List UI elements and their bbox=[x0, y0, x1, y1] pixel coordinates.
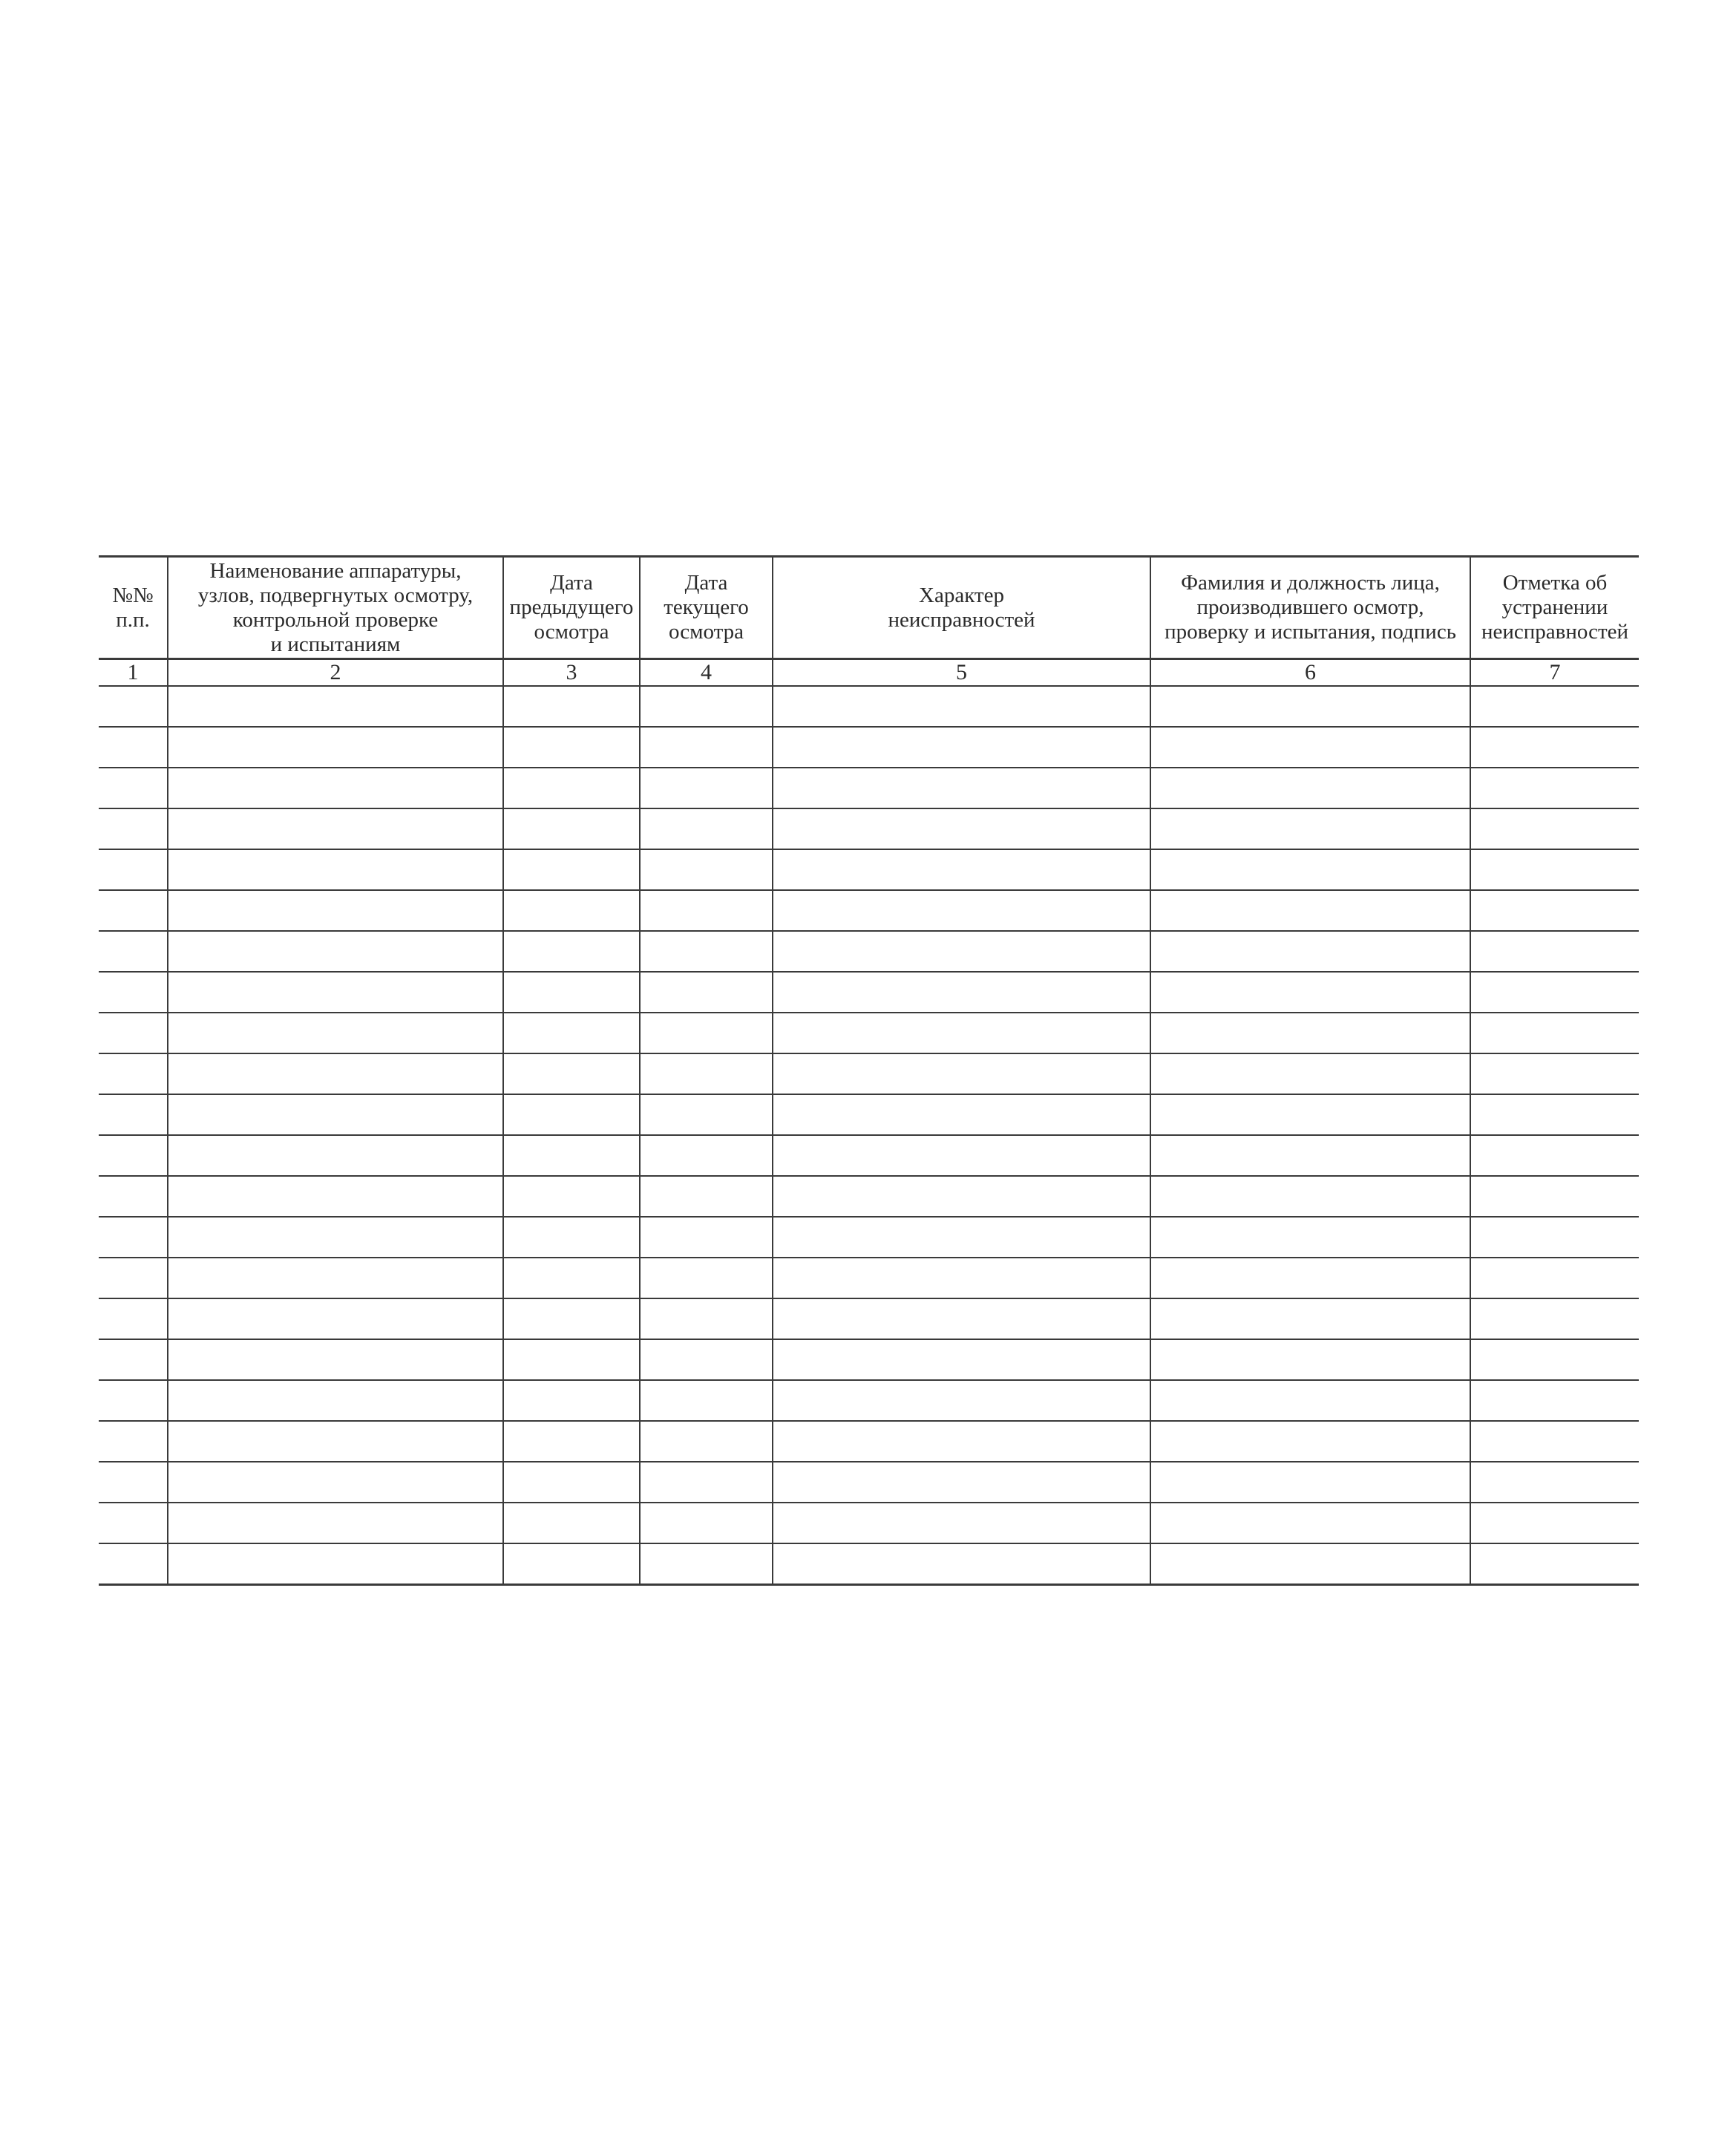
table-cell[interactable] bbox=[640, 890, 773, 931]
table-cell[interactable] bbox=[99, 972, 168, 1013]
table-cell[interactable] bbox=[99, 1298, 168, 1339]
table-cell[interactable] bbox=[640, 931, 773, 972]
table-cell[interactable] bbox=[773, 1053, 1150, 1094]
header-text: и испытаниям bbox=[270, 632, 401, 656]
table-row bbox=[99, 1503, 1639, 1543]
column-number: 3 bbox=[503, 659, 640, 687]
table-cell[interactable] bbox=[773, 1503, 1150, 1543]
table-cell[interactable] bbox=[1470, 1258, 1639, 1298]
table-cell[interactable] bbox=[1470, 1094, 1639, 1135]
table-cell[interactable] bbox=[1150, 849, 1470, 890]
header-text: Дата bbox=[684, 571, 728, 595]
table-cell[interactable] bbox=[640, 1217, 773, 1258]
table-cell[interactable] bbox=[1150, 1258, 1470, 1298]
table-cell[interactable] bbox=[640, 1053, 773, 1094]
table-cell[interactable] bbox=[1150, 1503, 1470, 1543]
table-cell[interactable] bbox=[1470, 1176, 1639, 1217]
header-text: Отметка об bbox=[1502, 571, 1608, 595]
header-text: текущего bbox=[664, 595, 749, 619]
table-cell[interactable] bbox=[168, 1053, 503, 1094]
header-text: неисправностей bbox=[888, 607, 1035, 632]
table-cell[interactable] bbox=[503, 808, 640, 849]
table-cell[interactable] bbox=[640, 808, 773, 849]
table-cell[interactable] bbox=[773, 1135, 1150, 1176]
table-row bbox=[99, 1258, 1639, 1298]
table-cell[interactable] bbox=[640, 1380, 773, 1421]
header-text: производившего осмотр, bbox=[1196, 595, 1424, 619]
table-cell[interactable] bbox=[1150, 931, 1470, 972]
table-cell[interactable] bbox=[99, 727, 168, 768]
header-cell-equipment-name bbox=[168, 557, 503, 659]
table-cell[interactable] bbox=[773, 1339, 1150, 1380]
table-cell[interactable] bbox=[503, 1176, 640, 1217]
table-cell[interactable] bbox=[640, 849, 773, 890]
table-cell[interactable] bbox=[1150, 1176, 1470, 1217]
table-cell[interactable] bbox=[503, 1298, 640, 1339]
table-cell[interactable] bbox=[1150, 890, 1470, 931]
table-cell[interactable] bbox=[773, 1094, 1150, 1135]
table-cell[interactable] bbox=[1470, 1339, 1639, 1380]
table-cell[interactable] bbox=[503, 890, 640, 931]
table-cell[interactable] bbox=[503, 1013, 640, 1053]
table-cell[interactable] bbox=[1470, 1462, 1639, 1503]
table-cell[interactable] bbox=[168, 890, 503, 931]
table-row bbox=[99, 1298, 1639, 1339]
table-cell[interactable] bbox=[503, 1258, 640, 1298]
table-cell[interactable] bbox=[1470, 1217, 1639, 1258]
table-cell[interactable] bbox=[168, 1503, 503, 1543]
table-cell[interactable] bbox=[640, 1298, 773, 1339]
table-cell[interactable] bbox=[773, 1462, 1150, 1503]
table-cell[interactable] bbox=[1470, 1380, 1639, 1421]
table-cell[interactable] bbox=[1470, 727, 1639, 768]
column-number: 1 bbox=[99, 659, 168, 687]
table-cell[interactable] bbox=[99, 1462, 168, 1503]
table-cell[interactable] bbox=[168, 1217, 503, 1258]
table-cell[interactable] bbox=[503, 727, 640, 768]
table-cell[interactable] bbox=[1150, 768, 1470, 808]
table-cell[interactable] bbox=[1150, 1053, 1470, 1094]
table-cell[interactable] bbox=[503, 1543, 640, 1585]
table-cell[interactable] bbox=[1470, 1013, 1639, 1053]
table-cell[interactable] bbox=[1470, 808, 1639, 849]
table-cell[interactable] bbox=[503, 849, 640, 890]
table-cell[interactable] bbox=[640, 972, 773, 1013]
header-text: неисправностей bbox=[1481, 620, 1629, 644]
table-cell[interactable] bbox=[168, 1094, 503, 1135]
table-cell[interactable] bbox=[168, 1421, 503, 1462]
table-cell[interactable] bbox=[773, 1298, 1150, 1339]
table-cell[interactable] bbox=[503, 931, 640, 972]
table-cell[interactable] bbox=[99, 1339, 168, 1380]
table-cell[interactable] bbox=[99, 686, 168, 727]
table-cell[interactable] bbox=[1150, 1339, 1470, 1380]
table-cell[interactable] bbox=[168, 1176, 503, 1217]
header-text: Дата bbox=[550, 571, 593, 595]
table-cell[interactable] bbox=[640, 727, 773, 768]
table-cell[interactable] bbox=[168, 1298, 503, 1339]
table-row bbox=[99, 1135, 1639, 1176]
table-cell[interactable] bbox=[773, 768, 1150, 808]
table-cell[interactable] bbox=[168, 1013, 503, 1053]
table-row bbox=[99, 972, 1639, 1013]
header-text: предыдущего bbox=[509, 595, 634, 619]
table-cell[interactable] bbox=[503, 1217, 640, 1258]
table-cell[interactable] bbox=[773, 849, 1150, 890]
table-row bbox=[99, 1094, 1639, 1135]
table-cell[interactable] bbox=[640, 1013, 773, 1053]
table-cell[interactable] bbox=[168, 1258, 503, 1298]
table-cell[interactable] bbox=[640, 1339, 773, 1380]
table-cell[interactable] bbox=[503, 1094, 640, 1135]
table-cell[interactable] bbox=[1470, 1503, 1639, 1543]
inspection-log-table bbox=[99, 555, 1639, 1586]
table-row bbox=[99, 1421, 1639, 1462]
table-row bbox=[99, 1217, 1639, 1258]
table-cell[interactable] bbox=[168, 768, 503, 808]
column-number: 5 bbox=[773, 659, 1150, 687]
table-cell[interactable] bbox=[99, 849, 168, 890]
table-cell[interactable] bbox=[640, 1462, 773, 1503]
table-cell[interactable] bbox=[99, 1176, 168, 1217]
table-cell[interactable] bbox=[773, 686, 1150, 727]
table-cell[interactable] bbox=[99, 1013, 168, 1053]
table-cell[interactable] bbox=[99, 1543, 168, 1585]
table-cell[interactable] bbox=[503, 1462, 640, 1503]
table-cell[interactable] bbox=[168, 849, 503, 890]
table-cell[interactable] bbox=[773, 1421, 1150, 1462]
table-cell[interactable] bbox=[1470, 1053, 1639, 1094]
table-cell[interactable] bbox=[773, 808, 1150, 849]
table-row bbox=[99, 1053, 1639, 1094]
table-cell[interactable] bbox=[1470, 768, 1639, 808]
table-row bbox=[99, 768, 1639, 808]
header-text: устранении bbox=[1501, 595, 1608, 619]
header-cell-number bbox=[99, 557, 168, 659]
table-cell[interactable] bbox=[1150, 727, 1470, 768]
column-number: 6 bbox=[1150, 659, 1470, 687]
table-cell[interactable] bbox=[503, 1503, 640, 1543]
table-cell[interactable] bbox=[99, 1135, 168, 1176]
table-cell[interactable] bbox=[1150, 1298, 1470, 1339]
table-cell[interactable] bbox=[773, 931, 1150, 972]
table-cell[interactable] bbox=[640, 768, 773, 808]
table-cell[interactable] bbox=[99, 768, 168, 808]
table-cell[interactable] bbox=[773, 1176, 1150, 1217]
table-cell[interactable] bbox=[640, 1135, 773, 1176]
table-cell[interactable] bbox=[99, 890, 168, 931]
table-cell[interactable] bbox=[1470, 849, 1639, 890]
table-row bbox=[99, 890, 1639, 931]
table-cell[interactable] bbox=[168, 1339, 503, 1380]
table-cell[interactable] bbox=[99, 1217, 168, 1258]
table-row bbox=[99, 727, 1639, 768]
header-text: п.п. bbox=[116, 607, 150, 632]
column-number: 2 bbox=[168, 659, 503, 687]
table-cell[interactable] bbox=[640, 1258, 773, 1298]
table-cell[interactable] bbox=[503, 1339, 640, 1380]
header-text: Наименование аппаратуры, bbox=[209, 558, 462, 583]
table-cell[interactable] bbox=[1150, 1094, 1470, 1135]
header-cell-previous-inspection-date bbox=[503, 557, 640, 659]
table-row bbox=[99, 1013, 1639, 1053]
table-cell[interactable] bbox=[503, 1135, 640, 1176]
table-cell[interactable] bbox=[1150, 1217, 1470, 1258]
table-cell[interactable] bbox=[640, 686, 773, 727]
table-cell[interactable] bbox=[1470, 1298, 1639, 1339]
table-cell[interactable] bbox=[99, 931, 168, 972]
header-cell-fault-fix-mark bbox=[1470, 557, 1639, 659]
header-cell-fault-nature bbox=[773, 557, 1150, 659]
table-cell[interactable] bbox=[99, 1503, 168, 1543]
table-cell[interactable] bbox=[1150, 1380, 1470, 1421]
table-cell[interactable] bbox=[1150, 1421, 1470, 1462]
column-number-row bbox=[99, 659, 1639, 687]
table-cell[interactable] bbox=[99, 808, 168, 849]
table-cell[interactable] bbox=[503, 1380, 640, 1421]
table-cell[interactable] bbox=[640, 1503, 773, 1543]
header-row bbox=[99, 557, 1639, 659]
table-row bbox=[99, 1339, 1639, 1380]
table-cell[interactable] bbox=[503, 1053, 640, 1094]
table-row bbox=[99, 1543, 1639, 1585]
table-cell[interactable] bbox=[99, 1094, 168, 1135]
table-row bbox=[99, 931, 1639, 972]
table-cell[interactable] bbox=[168, 1380, 503, 1421]
table-cell[interactable] bbox=[773, 1543, 1150, 1585]
table-cell[interactable] bbox=[99, 1053, 168, 1094]
table-cell[interactable] bbox=[168, 686, 503, 727]
table-cell[interactable] bbox=[168, 972, 503, 1013]
table-cell[interactable] bbox=[1470, 1421, 1639, 1462]
table-cell[interactable] bbox=[1470, 686, 1639, 727]
table-cell[interactable] bbox=[640, 1421, 773, 1462]
table-cell[interactable] bbox=[1470, 931, 1639, 972]
table-cell[interactable] bbox=[1470, 972, 1639, 1013]
table-cell[interactable] bbox=[773, 727, 1150, 768]
table-cell[interactable] bbox=[1150, 1543, 1470, 1585]
table-cell[interactable] bbox=[1150, 686, 1470, 727]
header-text: контрольной проверке bbox=[232, 607, 439, 632]
table-cell[interactable] bbox=[99, 1258, 168, 1298]
table-cell[interactable] bbox=[503, 972, 640, 1013]
table-cell[interactable] bbox=[1150, 1135, 1470, 1176]
header-text: узлов, подвергнутых осмотру, bbox=[197, 583, 474, 607]
table-cell[interactable] bbox=[1470, 1135, 1639, 1176]
column-number: 4 bbox=[640, 659, 773, 687]
table-cell[interactable] bbox=[99, 1421, 168, 1462]
table-cell[interactable] bbox=[640, 1176, 773, 1217]
table-cell[interactable] bbox=[773, 972, 1150, 1013]
table-cell[interactable] bbox=[168, 1543, 503, 1585]
header-cell-current-inspection-date bbox=[640, 557, 773, 659]
table-row bbox=[99, 1176, 1639, 1217]
table-cell[interactable] bbox=[773, 890, 1150, 931]
table-row bbox=[99, 1380, 1639, 1421]
table-cell[interactable] bbox=[168, 808, 503, 849]
table-row bbox=[99, 1462, 1639, 1503]
table-row bbox=[99, 849, 1639, 890]
table-cell[interactable] bbox=[503, 1421, 640, 1462]
table-cell[interactable] bbox=[640, 1094, 773, 1135]
table-row bbox=[99, 686, 1639, 727]
table-cell[interactable] bbox=[1150, 972, 1470, 1013]
table-cell[interactable] bbox=[1470, 890, 1639, 931]
header-cell-inspector bbox=[1150, 557, 1470, 659]
header-text: проверку и испытания, подпись bbox=[1165, 620, 1456, 644]
table-cell[interactable] bbox=[773, 1217, 1150, 1258]
table-cell[interactable] bbox=[99, 1380, 168, 1421]
table-cell[interactable] bbox=[503, 686, 640, 727]
column-number: 7 bbox=[1470, 659, 1639, 687]
header-text: Характер bbox=[919, 583, 1004, 607]
header-text: осмотра bbox=[669, 620, 744, 644]
table-row bbox=[99, 808, 1639, 849]
table-cell[interactable] bbox=[640, 1543, 773, 1585]
table-cell[interactable] bbox=[503, 768, 640, 808]
table-cell[interactable] bbox=[168, 1462, 503, 1503]
table-cell[interactable] bbox=[1150, 1462, 1470, 1503]
table-cell[interactable] bbox=[773, 1258, 1150, 1298]
table-cell[interactable] bbox=[773, 1013, 1150, 1053]
table-cell[interactable] bbox=[1150, 808, 1470, 849]
table-cell[interactable] bbox=[168, 1135, 503, 1176]
table-cell[interactable] bbox=[1470, 1543, 1639, 1585]
table-cell[interactable] bbox=[773, 1380, 1150, 1421]
header-text: осмотра bbox=[534, 620, 609, 644]
header-text: №№ bbox=[112, 583, 154, 607]
table-cell[interactable] bbox=[1150, 1013, 1470, 1053]
table-cell[interactable] bbox=[168, 931, 503, 972]
table-body bbox=[99, 659, 1639, 1585]
table-cell[interactable] bbox=[168, 727, 503, 768]
header-text: Фамилия и должность лица, bbox=[1181, 571, 1440, 595]
